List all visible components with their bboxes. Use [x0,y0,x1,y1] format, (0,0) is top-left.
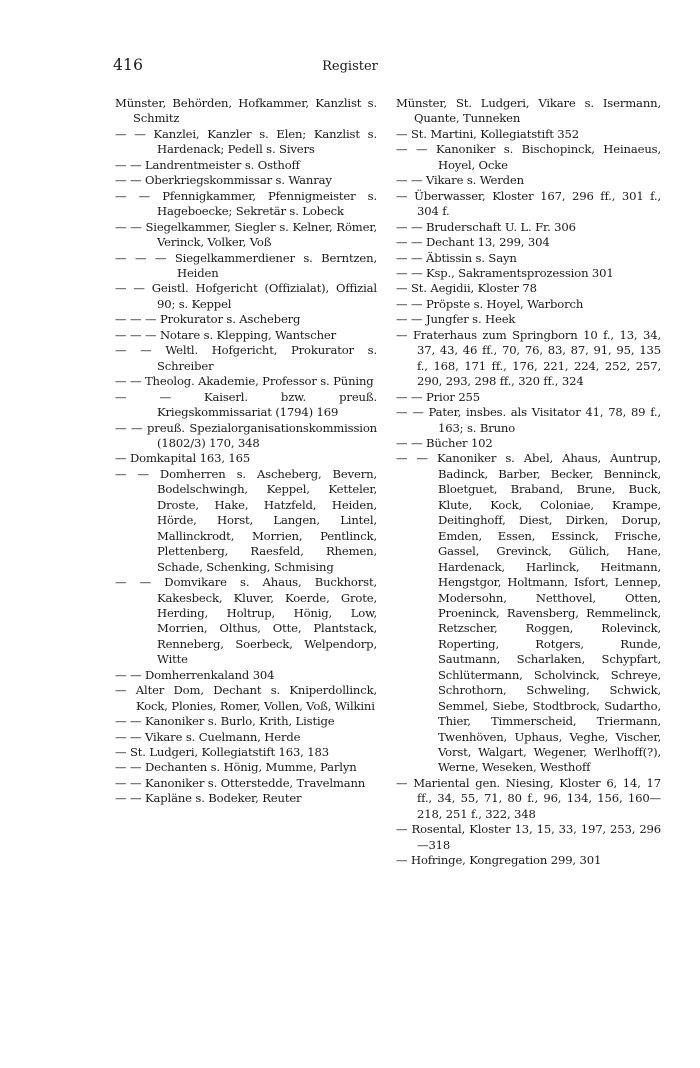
index-entry-text: Prokurator s. Ascheberg [159,312,301,327]
continuation-dashes: — — [115,729,145,744]
index-entry [115,791,377,806]
continuation-dashes: — — [396,265,426,280]
index-entry-text: St. Ludgeri, Kollegiatstift 163, 183 [129,745,329,760]
continuation-dashes: — — [396,235,426,250]
index-entry-text: Mariental gen. Niesing, Kloster 6, 14, 17 ff., 34, 55, 71, 80 f., 96, 134, 156, 160—218, 251 f., 322, 348 [413,775,661,821]
index-entry [115,343,377,374]
index-entry [115,158,377,173]
index-entry-text: Ksp., Sakramentsprozession 301 [425,265,614,280]
index-entry-text: Siegelkammerdiener s. Berntzen, Heiden [174,250,377,280]
index-entry [115,683,377,714]
index-column-left [115,96,377,807]
index-entry-text: Vikare s. Cuelmann, Herde [144,729,301,744]
index-entry [115,281,377,312]
index-entry [115,251,377,282]
continuation-dashes: — — [115,714,145,729]
index-entry [396,266,661,281]
index-entry-text: Bücher 102 [425,435,493,450]
index-entry-text: Domkapital 163, 165 [129,451,251,466]
index-entry [115,776,377,791]
continuation-dashes: — — [115,281,152,296]
continuation-dashes: — [396,126,411,141]
continuation-dashes: — — [115,389,205,404]
continuation-dashes: — [115,451,130,466]
index-entry [115,668,377,683]
index-entry [115,220,377,251]
continuation-dashes: — — [115,126,154,141]
continuation-dashes: — [396,822,412,837]
index-entry [115,575,377,668]
index-entry-text: Theolog. Akademie, Professor s. Püning [144,374,374,389]
index-entry [396,328,661,390]
index-entry [396,235,661,250]
continuation-dashes: — — [396,219,426,234]
index-entry-text: St. Martini, Kollegiatstift 352 [410,126,579,141]
index-entry [115,714,377,729]
continuation-dashes: — — — [115,250,175,265]
continuation-dashes: — [115,683,136,698]
continuation-dashes: — — [396,389,426,404]
index-entry-text: Domvikare s. Ahaus, Buckhorst, Kakesbeck, Kluver, Koerde, Grote, Herding, Holtrup, Hönig, Low, Morrien, Olthus, Otte, Plantstack, Renneberg, Soerbeck, Welpendorp, Witte [157,575,377,667]
index-entry-text: Weltl. Hofgericht, Prokurator s. Schreiber [157,343,377,373]
index-entry-text: Kanoniker s. Bischopinck, Heinaeus, Hoyel, Ocke [435,142,661,172]
continuation-dashes: — [396,281,411,296]
index-entry-text: Überwasser, Kloster 167, 296 ff., 301 f., 304 f. [414,188,661,219]
index-entry [396,297,661,312]
continuation-dashes: — — [396,142,436,157]
running-head: Register [322,59,378,74]
page-number: 416 [113,56,144,74]
index-entry-text: Notare s. Klepping, Wantscher [159,327,336,342]
index-entry [115,189,377,220]
continuation-dashes: — [396,327,414,342]
index-entry [115,760,377,775]
index-entry [396,251,661,266]
index-entry-text: Dechanten s. Hönig, Mumme, Parlyn [144,760,357,775]
index-entry-text: Münster, Behörden, Hofkammer, Kanzlist s. Schmitz [115,96,377,126]
index-entry [396,405,661,436]
continuation-dashes: — [396,188,415,203]
index-entry [396,822,661,853]
continuation-dashes: — — [115,466,160,481]
index-entry-text: Kanoniker s. Burlo, Krith, Listige [144,714,335,729]
index-entry [396,281,661,296]
continuation-dashes: — — [115,173,145,188]
index-entry-text: Prior 255 [425,389,481,404]
continuation-dashes: — — [396,451,438,466]
index-entry [115,730,377,745]
index-entry [115,328,377,343]
index-entry-text: Vikare s. Werden [425,173,524,188]
index-entry [396,173,661,188]
index-entry [115,390,377,421]
index-entry [396,390,661,405]
index-entry [396,436,661,451]
index-entry [115,745,377,760]
index-entry [115,173,377,188]
continuation-dashes: — [396,853,411,868]
index-entry-text: Geistl. Hofgericht (Offizialat), Offizial 90; s. Keppel [151,281,377,311]
index-entry [396,451,661,776]
index-entry [115,467,377,575]
index-entry [115,312,377,327]
continuation-dashes: — — [396,250,426,265]
index-entry-text: Pröpste s. Hoyel, Warborch [425,296,584,311]
index-column-right [396,96,661,869]
index-entry-text: Domherrenkaland 304 [144,667,275,682]
index-entry-text: Oberkriegskommissar s. Wanray [144,173,332,188]
index-entry-text: Münster, St. Ludgeri, Vikare s. Isermann, Quante, Tunneken [396,96,661,126]
index-entry-text: Landrentmeister s. Osthoff [144,157,300,172]
index-entry-text: Domherren s. Ascheberg, Bevern, Bodelschwingh, Keppel, Ketteler, Droste, Hake, Hatzfeld, Heiden, Hörde, Horst, Langen, Lintel, Mallinckrodt, Morrien, Pentlinck, Plettenberg, Raesfeld, Rhemen, Schade, Schenking, Schmising [157,466,377,574]
continuation-dashes: — — [115,374,145,389]
index-entry [396,142,661,173]
continuation-dashes: — — [115,420,148,435]
index-entry-text: St. Aegidii, Kloster 78 [410,281,537,296]
index-entry [396,96,661,127]
index-entry-text: Dechant 13, 299, 304 [425,235,550,250]
index-entry-text: Rosental, Kloster 13, 15, 33, 197, 253, 296—318 [411,822,661,852]
index-entry [396,127,661,142]
continuation-dashes: — — [115,188,163,203]
continuation-dashes: — — [115,791,145,806]
index-entry [115,96,377,127]
index-entry-text: Bruderschaft U. L. Fr. 306 [425,219,576,234]
index-entry [396,189,661,220]
index-entry [115,127,377,158]
index-entry [396,220,661,235]
index-entry-text: Kanoniker s. Abel, Ahaus, Auntrup, Badinck, Barber, Becker, Benninck, Bloetguet, Braband, Brune, Buck, Klute, Kock, Coloniae, Krampe, Deitinghoff, Diest, Dirken, Dorup, Emden, Essen, Essinck, Frische, Gassel, Grevinck, Gülich, Hane, Hardenack, Harlinck, Heitmann, Hengstgor, Holtmann, Isfort, Lennep, Modersohn, Netthovel, Otten, Proeninck, Ravensberg, Remmelinck, Retzscher, Roggen, Rolevinck, Roperting, Rotgers, Runde, Sautmann, Scharlaken, Schypfart, Schlütermann, Scholvinck, Schreye, Schrothorn, Schweling, Schwick, Semmel, Siebe, Stodtbrock, Sudartho, Thier, Timmerscheid, Triermann, Twenhöven, Uphaus, Veghe, Vischer, Vorst, Walgart, Wegener, Werlhoff(?), Werne, Weseken, Westhoff [437,451,661,775]
continuation-dashes: — — — [115,327,160,342]
continuation-dashes: — — [115,219,146,234]
index-entry-text: Pater, insbes. als Visitator 41, 78, 89 f., 163; s. Bruno [428,405,661,435]
continuation-dashes: — — [115,775,145,790]
index-entry [396,776,661,822]
index-entry-text: Pfennigkammer, Pfennigmeister s. Hageboecke; Sekretär s. Lobeck [157,188,377,219]
index-entry-text: Siegelkammer, Siegler s. Kelner, Römer, Verinck, Volker, Voß [145,219,377,250]
index-entry-text: Äbtissin s. Sayn [425,250,517,265]
index-entry-text: Alter Dom, Dechant s. Kniperdollinck, Kock, Plonies, Romer, Vollen, Voß, Wilkini [135,683,377,713]
index-entry-text: preuß. Spezialorganisationskommission (1802/3) 170, 348 [147,420,377,450]
index-entry-text: Fraterhaus zum Springborn 10 f., 13, 34, 37, 43, 46 ff., 70, 76, 83, 87, 91, 95, 135 f., 168, 171 ff., 176, 221, 224, 252, 257, 290, 293, 298 ff., 320 ff., 324 [413,327,662,389]
index-entry-text: Kaiserl. bzw. preuß. Kriegskommissariat (1794) 169 [157,389,377,420]
continuation-dashes: — — [115,343,166,358]
continuation-dashes: — — [115,157,145,172]
index-entry-text: Hofringe, Kongregation 299, 301 [410,853,602,868]
continuation-dashes: — — [396,312,426,327]
index-entry [396,853,661,868]
continuation-dashes: — — [115,760,145,775]
index-entry [115,421,377,452]
index-entry [396,312,661,327]
index-entry [115,374,377,389]
continuation-dashes: — — [396,173,426,188]
continuation-dashes: — — [396,405,429,420]
continuation-dashes: — [396,775,414,790]
continuation-dashes: — — [115,575,165,590]
index-entry-text: Kanzlei, Kanzler s. Elen; Kanzlist s. Hardenack; Pedell s. Sivers [153,126,377,157]
continuation-dashes: — [115,745,130,760]
index-entry-text: Kapläne s. Bodeker, Reuter [144,791,302,806]
index-entry-text: Jungfer s. Heek [425,312,516,327]
continuation-dashes: — — [396,435,426,450]
continuation-dashes: — — — [115,312,160,327]
index-entry-text: Kanoniker s. Otterstedde, Travelmann [144,775,366,790]
continuation-dashes: — — [115,667,145,682]
continuation-dashes: — — [396,296,426,311]
index-entry [115,451,377,466]
